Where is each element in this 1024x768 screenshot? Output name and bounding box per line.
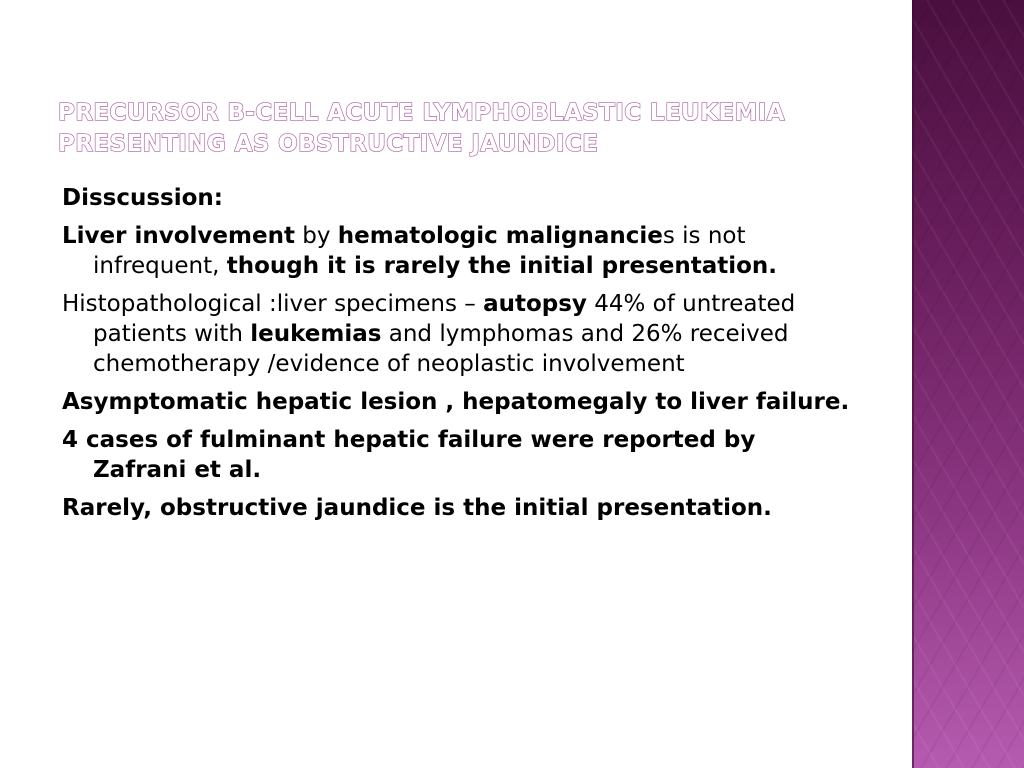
decorative-side-band (912, 0, 1024, 768)
p1-bold-e: though it is rarely the initial presentation. (226, 253, 778, 279)
p3-bold: Asymptomatic hepatic lesion , hepatomegaly to liver failure. (62, 389, 850, 415)
p1-text-d: s is not infrequent, (93, 223, 746, 279)
discussion-heading-text: Disscussion: (62, 185, 223, 211)
bullet-histopathological (62, 289, 852, 379)
slide-title-line-2: PRESENTING AS OBSTRUCTIVE JAUNDICE (58, 131, 599, 157)
p2-bold-d: leukemias (250, 321, 382, 347)
bullet-asymptomatic (62, 387, 852, 417)
p4-bold: 4 cases of fulminant hepatic failure were reported by Zafrani et al. (62, 427, 756, 483)
bullet-liver-involvement (62, 221, 852, 281)
slide-body (62, 183, 852, 531)
p1-bold-a: Liver involvement (62, 223, 295, 249)
p2-text-a: Histopathological :liver specimens – (62, 291, 484, 317)
discussion-heading (62, 183, 852, 213)
p1-text-b: by (294, 223, 338, 249)
p2-bold-b: autopsy (483, 291, 587, 317)
bullet-fulminant-cases (62, 425, 852, 485)
side-band-pattern (912, 0, 1024, 768)
slide-title-line-1: PRECURSOR B-CELL ACUTE LYMPHOBLASTIC LEUKEMIA (58, 100, 785, 126)
p2-text-c: 44% of untreated patients with (93, 291, 796, 347)
p5-bold: Rarely, obstructive jaundice is the initial presentation. (62, 495, 772, 521)
p1-bold-c: hematologic malignancie (337, 223, 663, 249)
side-band-edge (912, 0, 914, 768)
p2-text-e: and lymphomas and 26% received chemotherapy /evidence of neoplastic involvement (93, 321, 789, 377)
slide-title (58, 98, 898, 160)
bullet-obstructive-jaundice (62, 493, 852, 523)
